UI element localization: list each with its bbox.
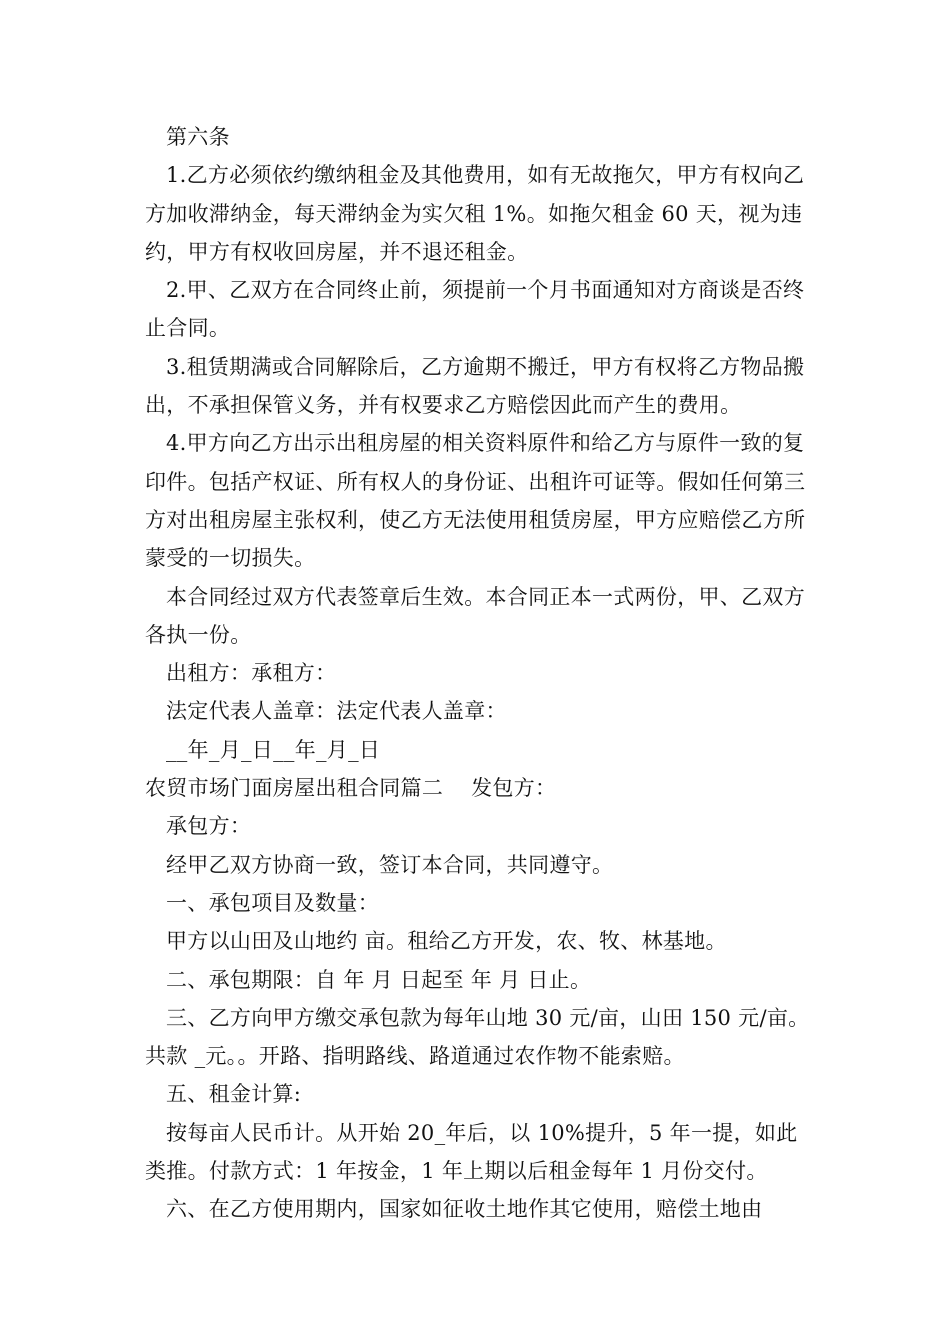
paragraph: 出租方：承租方： (166, 661, 337, 686)
document-page (145, 118, 815, 1229)
paragraph: 4.甲方向乙方出示出租房屋的相关资料原件和给乙方与原件一致的复印件。包括产权证、所有权人的身份证、出租许可证等。假如任何第三方对出租房屋主张权利，使乙方无法使用租赁房屋，甲方应赔偿乙方所蒙受的一切损失。 (145, 431, 806, 571)
paragraph: 承包方： (166, 814, 252, 839)
paragraph: 3.租赁期满或合同解除后，乙方逾期不搬迁，甲方有权将乙方物品搬出，不承担保管义务，并有权要求乙方赔偿因此而产生的费用。 (145, 354, 805, 418)
paragraph: 按每亩人民币计。从开始 20_年后，以 10%提升，5 年一提，如此类推。付款方式：1 年按金，1 年上期以后租金每年 1 月份交付。 (145, 1120, 798, 1184)
paragraph: 一、承包项目及数量： (166, 890, 379, 915)
paragraph: 二、承包期限：自 年 月 日起至 年 月 日止。 (166, 967, 592, 992)
paragraph: 三、乙方向甲方缴交承包款为每年山地 30 元/亩，山田 150 元/亩。共款 _元。。开路、指明路线、路道通过农作物不能索赔。 (145, 1005, 810, 1069)
section-heading: 农贸市场门面房屋出租合同篇二 发包方： (145, 776, 557, 801)
paragraph: 1.乙方必须依约缴纳租金及其他费用，如有无故拖欠，甲方有权向乙方加收滞纳金，每天滞纳金为实欠租 1%。如拖欠租金 60 天，视为违约，甲方有权收回房屋，并不退还租金。 (145, 163, 805, 264)
paragraph: __年_月_日__年_月_日 (166, 737, 381, 762)
paragraph: 经甲乙双方协商一致，签订本合同，共同遵守。 (166, 852, 614, 877)
paragraph: 法定代表人盖章：法定代表人盖章： (166, 699, 507, 724)
paragraph: 六、在乙方使用期内，国家如征收土地作其它使用，赔偿土地由 (166, 1197, 763, 1222)
paragraph: 2.甲、乙双方在合同终止前，须提前一个月书面通知对方商谈是否终止合同。 (145, 278, 805, 341)
paragraph: 第六条 (166, 125, 230, 149)
paragraph: 甲方以山田及山地约 亩。租给乙方开发，农、牧、林基地。 (166, 929, 727, 954)
paragraph: 本合同经过双方代表签章后生效。本合同正本一式两份，甲、乙双方各执一份。 (145, 584, 805, 647)
paragraph: 五、租金计算: (166, 1082, 302, 1107)
